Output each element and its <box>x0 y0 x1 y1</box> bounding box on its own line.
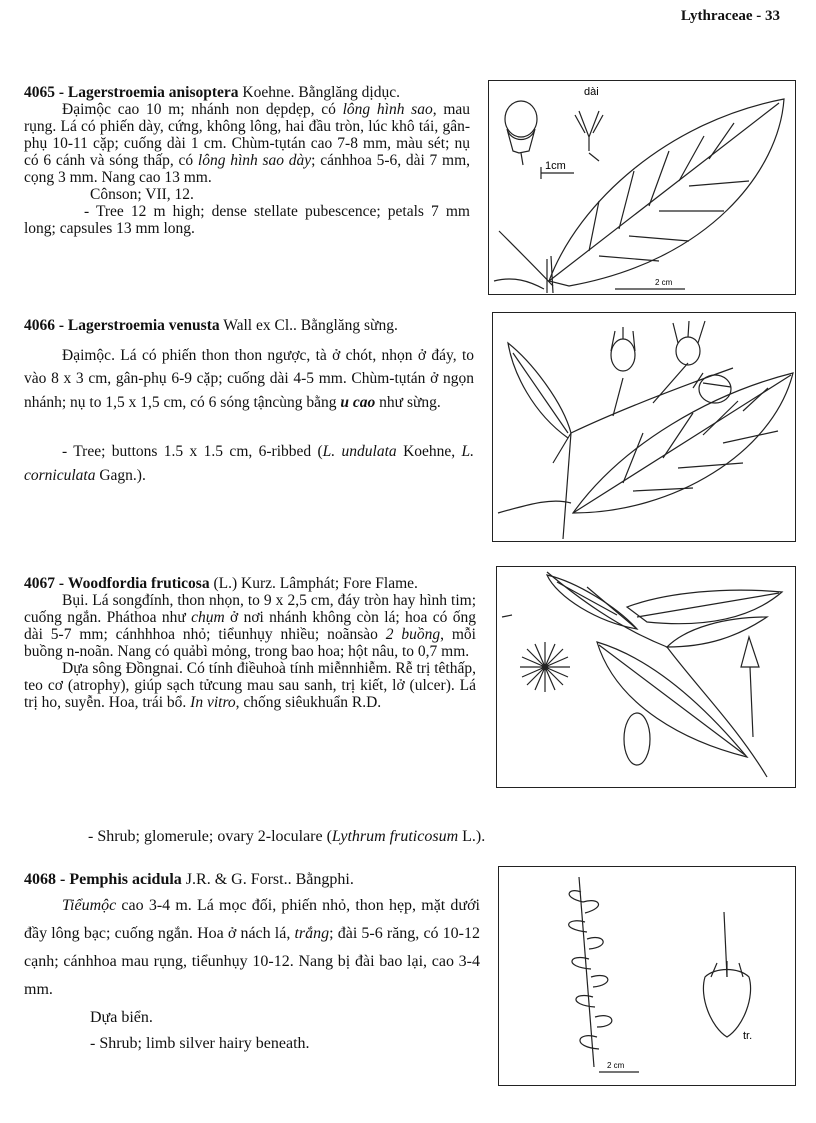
figure-4067 <box>496 566 796 788</box>
entry-title: 4065 - Lagerstroemia anisoptera Koehne. Bằnglăng dịdục. <box>24 84 400 101</box>
entry-4068 <box>24 868 480 1056</box>
scale-label-2cm: 2 cm <box>655 278 673 287</box>
scale-label-1cm: 1cm <box>545 160 566 172</box>
common-name: Bằngphi. <box>295 871 354 888</box>
description: Đạimộc cao 10 m; nhánh non dẹpdẹp, có lông hình sao, mau rụng. Lá có phiến dày, cứng, không lông, hai đầu tròn, lúc khô tái, gân-phụ 10-11 cặp; cuống dài 1 cm. Chùm-tụtán cao 7-8 mm, màu sét; nụ có 6 cánh và sóng thấp, có lông hình sao dày; cánhhoa 5-6, dài 7 mm, cọng 3 mm. Nang cao 13 mm. <box>24 101 471 186</box>
entry-4065 <box>24 84 470 237</box>
author: Wall ex Cl.. <box>223 317 297 334</box>
entry-4067 <box>24 575 476 711</box>
location: Dựa sông Đồngnai. Có tính điềuhoà tính miễnnhiễm. Rễ trị têthấp, teo cơ (atrophy), giúp sạch tửcung mau sau sanh, trị kiết, lở (ulcer). Lá trị ho, suyễn. Hoa, trái bổ. In vitro, chống siêukhuẩn R.D. <box>24 660 476 711</box>
common-name: Bằnglăng dịdục. <box>298 84 400 101</box>
figure-4066 <box>492 312 796 542</box>
author: Koehne. <box>242 84 295 101</box>
entry-number: 4065 <box>24 84 55 101</box>
figure-label-dai: dài <box>584 86 599 98</box>
scale-label-2cm: 2 cm <box>607 1061 625 1070</box>
english-summary: - Tree 12 m high; dense stellate pubescence; petals 7 mm long; capsules 13 mm long. <box>24 203 470 237</box>
description: Đạimộc. Lá có phiến thon thon ngược, tà ở chót, nhọn ở đáy, to vào 8 x 3 cm, gân-phụ 6-9 cặp; cuống dài 4-5 mm. Chùm-tụtán ở ngọn nhánh; nụ to 1,5 x 1,5 cm, có 6 sóng tậncùng bằng u cao như sừng. <box>24 346 474 411</box>
common-name: Bằnglăng sừng. <box>300 317 398 334</box>
scientific-name: Woodfordia fruticosa <box>67 575 210 592</box>
location: Cônson; VII, 12. <box>90 186 194 203</box>
scientific-name: Pemphis acidula <box>69 871 182 888</box>
leaf-illustration <box>489 81 795 294</box>
figure-label-tr: tr. <box>743 1030 753 1042</box>
entry-number: 4067 <box>24 575 55 592</box>
description: Tiểumộc cao 3-4 m. Lá mọc đối, phiến nhỏ, thon hẹp, mặt dưới đầy lông bạc; cuống ngắn. Hoa ở nách lá, trắng; đài 5-6 răng, có 10-12 cạnh; cánhhoa mau rụng, tiểunhụy 10-12. Nang bị đài bao lại, cao 3-4 mm. <box>24 896 481 998</box>
figure-4068 <box>498 866 796 1086</box>
entry-title: 4067 - Woodfordia fruticosa (L.) Kurz. Lâmphát; Fore Flame. <box>24 575 418 592</box>
scientific-name: Lagerstroemia venusta <box>67 317 220 334</box>
english-summary-4067: - Shrub; glomerule; ovary 2-loculare (Lythrum fruticosum L.). <box>88 828 486 845</box>
figure-4065 <box>488 80 796 295</box>
branch-illustration <box>499 867 795 1085</box>
author: J.R. & G. Forst.. <box>185 871 292 888</box>
entry-number: 4066 <box>24 317 55 334</box>
location: Dựa biển. <box>90 1008 153 1026</box>
english-summary: - Shrub; limb silver hairy beneath. <box>90 1034 310 1052</box>
branch-illustration <box>497 567 795 787</box>
description: Bụi. Lá songđính, thon nhọn, to 9 x 2,5 cm, đáy tròn hay hình tim; cuống ngắn. Pháthoa như chụm ở nơi nhánh không còn lá; hoa có ống dài 5-7 mm; cánhhhoa nhỏ; tiểunhụy nhiều; noãnsào 2 buồng, mỗi buồng n-noãn. Nang có quảbì mỏng, trong bao hoa; hột nâu, to 0,7 mm. <box>24 592 476 660</box>
scientific-name: Lagerstroemia anisoptera <box>67 84 239 101</box>
english-summary: - Tree; buttons 1.5 x 1.5 cm, 6-ribbed (L. undulata Koehne, L. corniculata Gagn.). <box>24 443 475 484</box>
entry-title: 4068 - Pemphis acidula J.R. & G. Forst.. Bằngphi. <box>24 871 354 888</box>
common-name: Lâmphát; Fore Flame. <box>279 575 418 592</box>
branch-illustration <box>493 313 795 541</box>
entry-title: 4066 - Lagerstroemia venusta Wall ex Cl.. Bằnglăng sừng. <box>24 317 398 334</box>
author: (L.) Kurz. <box>213 575 276 592</box>
page-header: Lythraceae - 33 <box>680 8 780 24</box>
entry-number: 4068 <box>24 871 56 888</box>
entry-4066 <box>24 314 474 487</box>
